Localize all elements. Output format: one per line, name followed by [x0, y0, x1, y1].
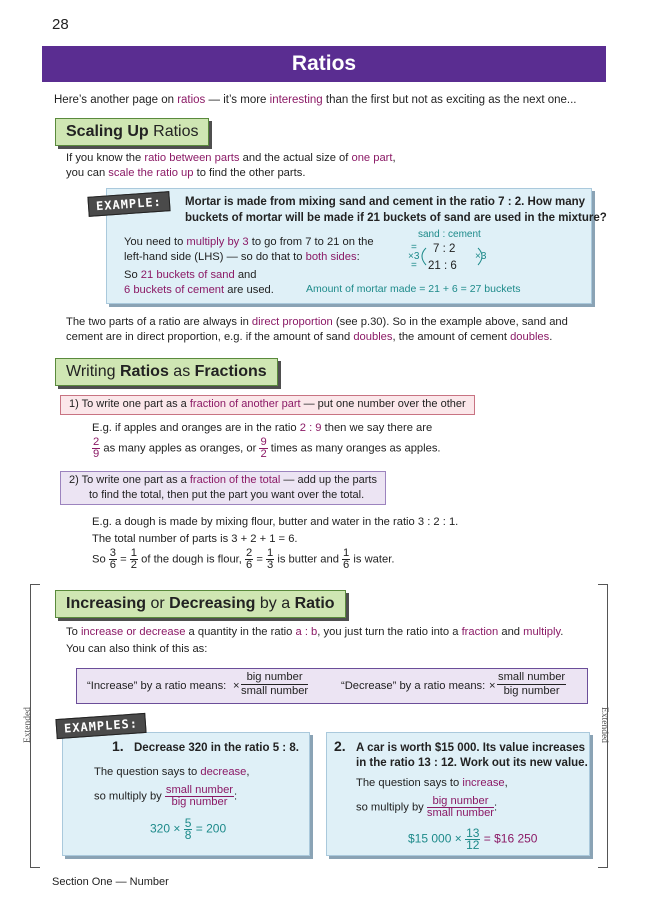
diagram-x3-left: ×3 — [408, 251, 420, 262]
example-question-1: Mortar is made from mixing sand and cement in the ratio 7 : 2. How many — [185, 196, 586, 208]
diagram-x3-right: ×3 — [475, 251, 487, 262]
proportion-text-2: cement are in direct proportion, e.g. if the amount of sand doubles, the amount of cement doubles. — [66, 331, 553, 343]
scaling-text-2: you can scale the ratio up to find the other parts. — [66, 167, 306, 179]
rule-1: 1) To write one part as a fraction of another part — put one number over the other — [60, 395, 475, 415]
example-tag: EXAMPLE: — [87, 191, 170, 217]
example-1-question: Decrease 320 in the ratio 5 : 8. — [134, 742, 299, 754]
example-2-working-2: so multiply by $\frac{\text{big number}}{\text{small number}}$ : — [356, 795, 498, 819]
example-1-number: 1. — [112, 738, 124, 754]
extended-label-right: Extended — [598, 707, 609, 743]
example-2-number: 2. — [334, 738, 346, 754]
example-2-calculation: $15 000 × $\frac{13}{12}$ = $16 250 — [408, 826, 538, 852]
diagram-eq-2: = — [411, 260, 417, 271]
footer: Section One — Number — [52, 876, 169, 888]
diagram-arrows — [420, 246, 490, 268]
example-2-question-2: in the ratio 13 : 12. Work out its new value. — [356, 757, 588, 769]
fractions-eg-3: E.g. a dough is made by mixing flour, butter and water in the ratio 3 : 2 : 1. — [92, 516, 459, 528]
section-heading-fractions: Writing Ratios as Fractions — [55, 358, 278, 386]
fraction-2-9: $\frac{2}{9}$ — [93, 436, 100, 460]
fractions-eg-2: $\frac{2}{9}$ as many apples as oranges, or $\frac{9}{2}$ times as many oranges as apples. — [93, 436, 441, 460]
diagram-label: sand : cement — [418, 229, 481, 240]
decrease-label: “Decrease” by a ratio means: — [341, 680, 486, 692]
fractions-eg-4: The total number of parts is 3 + 2 + 1 = 6. — [92, 533, 298, 545]
example-1-fraction: $\frac{\text{small number}}{\text{big number}}$ — [165, 784, 234, 808]
working-line-1: You need to multiply by 3 to go from 7 to 21 on the — [124, 236, 374, 248]
increase-text-2: You can also think of this as: — [66, 643, 208, 655]
fractions-eg-5: So $\frac{3}{6}$ = $\frac{1}{2}$ of the dough is flour, $\frac{2}{6}$ = $\frac{1}{3}$ is butter and $\frac{1}{6}$ is water. — [92, 547, 395, 571]
diagram-top: 7 : 2 — [433, 243, 456, 255]
working-line-3: So 21 buckets of sand and — [124, 269, 257, 281]
working-line-4: 6 buckets of cement are used. — [124, 284, 274, 296]
page-number: 28 — [52, 16, 69, 33]
section-heading-scaling: Scaling Up Ratios — [55, 118, 209, 146]
example-2-working-1: The question says to increase, — [356, 777, 508, 789]
increase-fraction: big number small number — [241, 671, 309, 697]
increase-times: × — [233, 680, 240, 692]
section-heading-increase: Increasing or Decreasing by a Ratio — [55, 590, 346, 618]
examples-tag: EXAMPLES: — [55, 713, 146, 739]
decrease-fraction: small number big number — [498, 671, 566, 697]
example-1-working-1: The question says to decrease, — [94, 766, 250, 778]
working-line-2: left-hand side (LHS) — so do that to both sides: — [124, 251, 360, 263]
decrease-times: × — [489, 680, 496, 692]
fraction-9-2: $\frac{9}{2}$ — [260, 436, 267, 460]
increase-label: “Increase” by a ratio means: — [87, 680, 227, 692]
mortar-amount: Amount of mortar made = 21 + 6 = 27 buckets — [306, 283, 521, 295]
fractions-eg-1: E.g. if apples and oranges are in the ratio 2 : 9 then we say there are — [92, 422, 433, 434]
extended-label-left: Extended — [22, 707, 33, 743]
rule-2: 2) To write one part as a fraction of the total — add up the parts to find the total, then put the part you want over the total. — [60, 471, 386, 505]
page-title: Ratios — [42, 46, 606, 82]
diagram-bottom: 21 : 6 — [428, 260, 457, 272]
intro-text: Here’s another page on ratios — it’s more interesting than the first but not as exciting as the next one... — [54, 94, 577, 106]
example-1-calculation: 320 × $\frac{5}{8}$ = 200 — [150, 816, 227, 842]
diagram-eq-1: = — [411, 242, 417, 253]
example-1-working-2: so multiply by $\frac{\text{small number}}{\text{big number}}$ : — [94, 784, 238, 808]
proportion-text-1: The two parts of a ratio are always in direct proportion (see p.30). So in the example above, sand and — [66, 316, 568, 328]
example-question-2: buckets of mortar will be made if 21 buckets of sand are used in the mixture? — [185, 212, 607, 224]
scaling-text-1: If you know the ratio between parts and the actual size of one part, — [66, 152, 396, 164]
increase-text-1: To increase or decrease a quantity in the ratio a : b, you just turn the ratio into a fraction and multiply. — [66, 626, 564, 638]
ratio-meaning-box — [76, 668, 588, 704]
example-2-fraction: $\frac{\text{big number}}{\text{small number}}$ — [426, 795, 495, 819]
example-2-question-1: A car is worth $15 000. Its value increases — [356, 742, 586, 754]
